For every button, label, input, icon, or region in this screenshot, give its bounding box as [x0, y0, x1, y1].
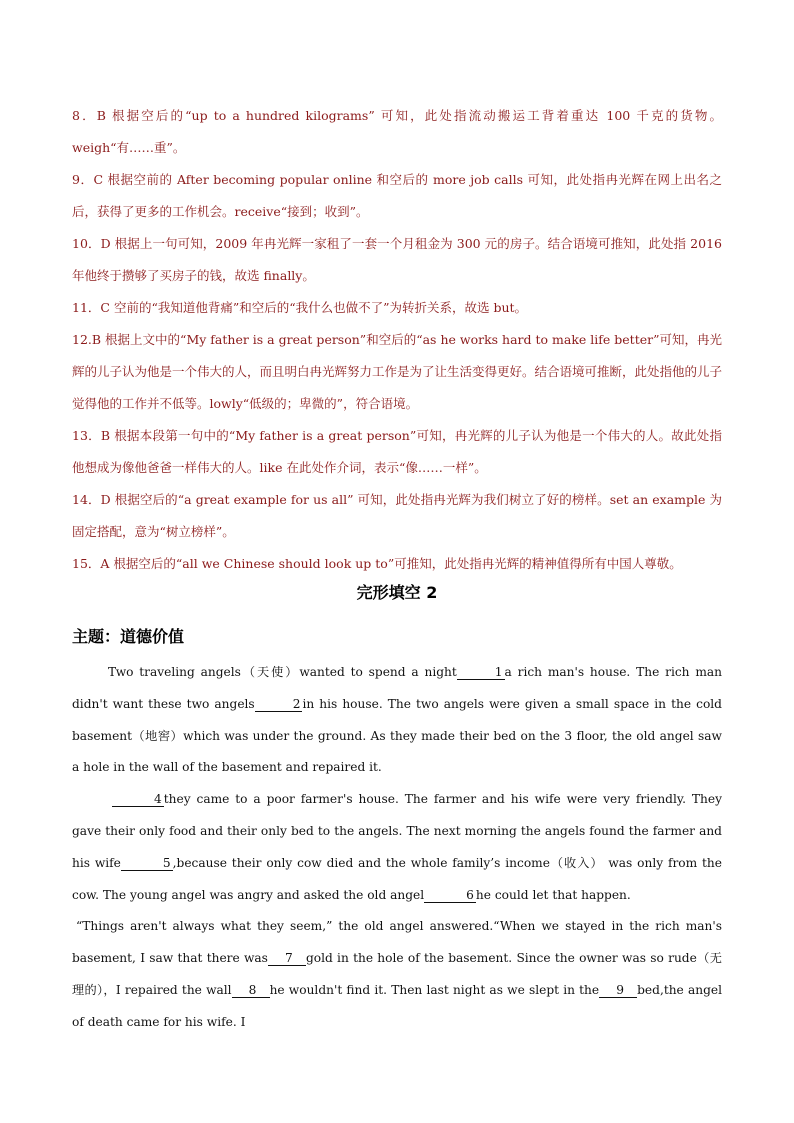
answer-8: 8．B 根据空后的“up to a hundred kilograms” 可知，此处指流动搬运工背着重达 100 千克的货物。weigh“有……重”。 — [72, 108, 722, 155]
blank-7[interactable]: 7 — [268, 951, 306, 966]
theme-heading: 主题：道德价值 — [72, 627, 185, 646]
answer-12: 12.B 根据上文中的“My father is a great person”和空后的“as he works hard to make life better”可知，冉光辉的儿子认为他是一个伟大的人，而且明白冉光辉努力工作是为了让生活变得更好。结合语境可推断，此处指他的儿子觉得他的工作并不低等。lowly“低级的；卑微的”，符合语境。 — [72, 332, 723, 411]
blank-9[interactable]: 9 — [599, 983, 637, 998]
answer-14: 14．D 根据空后的“a great example for us all” 可知，此处指冉光辉为我们树立了好的榜样。set an example 为固定搭配，意为“树立榜样”。 — [72, 492, 722, 539]
answer-15: 15．A 根据空后的“all we Chinese should look up to”可推知，此处指冉光辉的精神值得所有中国人尊敬。 — [72, 556, 682, 571]
passage-paragraph-3: “Things aren't always what they seem,” the old angel answered.“When we stayed in the rich man's basement, I saw that there was 7 gold in the hole of the basement. Since the owner was so rude（无理的），I repaired the wall 8 he wouldn't find it. Then last night as we slept in the 9 bed,the angel of death came for his wife. I — [72, 919, 722, 1029]
answer-13: 13．B 根据本段第一句中的“My father is a great person”可知，冉光辉的儿子认为他是一个伟大的人。故此处指他想成为像他爸爸一样伟大的人。like 在此处作介词，表示“像……一样”。 — [72, 428, 722, 475]
blank-5[interactable]: 5 — [121, 856, 173, 871]
blank-1[interactable]: 1 — [457, 665, 505, 680]
blank-4[interactable]: 4 — [112, 792, 164, 807]
passage-paragraph-2: 4 they came to a poor farmer's house. The farmer and his wife were very friendly. They gave their only food and their only bed to the angels. The next morning the angels found the farmer and his wife 5 ,because their only cow died and the whole family’s income（收入） was only from the cow. The young angel was angry and asked the old angel 6 he could let that happen. — [72, 792, 722, 902]
cloze-passage — [72, 657, 722, 1039]
section-title: 完形填空 2 — [356, 583, 438, 602]
blank-8[interactable]: 8 — [232, 983, 270, 998]
answer-9: 9．C 根据空前的 After becoming popular online 和空后的 more job calls 可知，此处指冉光辉在网上出名之后，获得了更多的工作机会。receive“接到；收到”。 — [72, 172, 722, 219]
answer-explanations — [72, 100, 722, 580]
answer-11: 11．C 空前的“我知道他背痛”和空后的“我什么也做不了”为转折关系，故选 but。 — [72, 300, 528, 315]
blank-6[interactable]: 6 — [424, 888, 476, 903]
blank-2[interactable]: 2 — [255, 697, 303, 712]
answer-10: 10．D 根据上一句可知，2009 年冉光辉一家租了一套一个月租金为 300 元的房子。结合语境可推知，此处指 2016 年他终于攒够了买房子的钱，故选 finally。 — [72, 236, 722, 283]
passage-paragraph-1: Two traveling angels（天使）wanted to spend a night 1 a rich man's house. The rich man didn't want these two angels 2 in his house. The two angels were given a small space in the cold basement（地窖）which was under the ground. As they made their bed on the 3 floor, the old angel saw a hole in the wall of the basement and repaired it. — [72, 665, 723, 775]
